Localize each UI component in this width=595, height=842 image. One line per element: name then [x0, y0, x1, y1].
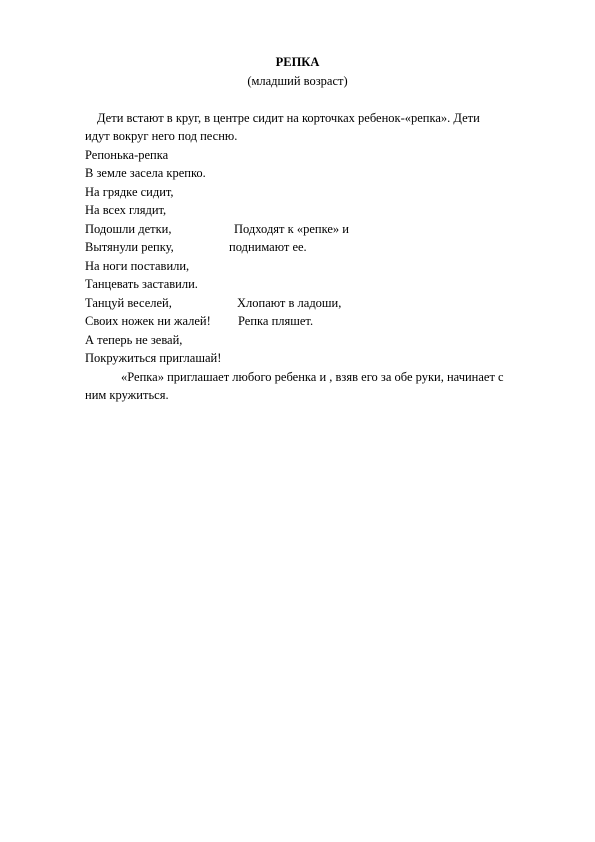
song-line: А теперь не зевай, [85, 333, 183, 347]
document-title: РЕПКА [275, 55, 320, 69]
stage-direction: Репка пляшет. [238, 314, 314, 328]
song-line: В земле засела крепко. [85, 166, 206, 180]
intro-line: Дети встают в круг, в центре сидит на корточках ребенок-«репка». Дети [97, 111, 480, 125]
song-line: На грядке сидит, [85, 185, 174, 199]
stage-direction: поднимают ее. [229, 240, 307, 254]
song-line: Подошли детки, [85, 222, 172, 236]
song-line: Покружиться приглашай! [85, 351, 222, 365]
song-line: Танцевать заставили. [85, 277, 198, 291]
song-line: Вытянули репку, [85, 240, 174, 254]
song-line: Своих ножек ни жалей! [85, 314, 211, 328]
outro-line: ним кружиться. [85, 388, 169, 402]
intro-line: идут вокруг него под песню. [85, 129, 238, 143]
stage-direction: Хлопают в ладоши, [237, 296, 342, 310]
song-line: Танцуй веселей, [85, 296, 172, 310]
song-line: На ноги поставили, [85, 259, 190, 273]
song-line: На всех глядит, [85, 203, 167, 217]
document-subtitle: (младший возраст) [247, 74, 348, 88]
stage-direction: Подходят к «репке» и [234, 222, 349, 236]
song-line: Репонька-репка [85, 148, 169, 162]
outro-line: «Репка» приглашает любого ребенка и , взяв его за обе руки, начинает с [121, 370, 504, 384]
